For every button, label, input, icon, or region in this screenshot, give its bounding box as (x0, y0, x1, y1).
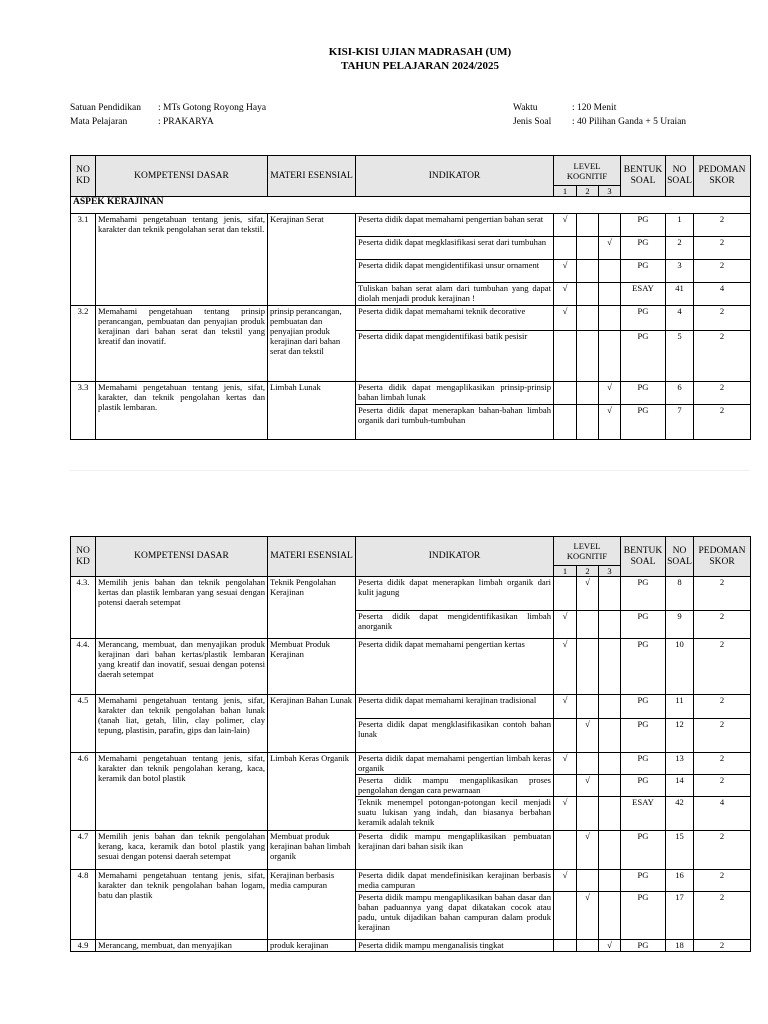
bentuk-soal-value: PG (621, 237, 666, 260)
bentuk-soal-value: PG (621, 719, 666, 753)
level-3-cell (599, 382, 621, 405)
indikator-text: Peserta didik dapat memahami pengertian bahan serat (356, 214, 554, 237)
header-no-kd: NO KD (71, 156, 96, 197)
check-mark-icon: √ (562, 870, 568, 880)
materi-esensial-text: Kerajinan berbasis media campuran (268, 870, 356, 940)
satuan-value: : MTs Gotong Royong Haya (158, 103, 267, 113)
table-row (71, 753, 751, 775)
bentuk-soal-value: PG (621, 753, 666, 775)
title-line-1: KISI-KISI UJIAN MADRASAH (UM) (328, 46, 512, 58)
satuan-label: Satuan Pendidikan (70, 103, 141, 113)
header-bentuk-soal: BENTUK SOAL (621, 537, 666, 577)
level-3-cell (599, 753, 621, 775)
bentuk-soal-value: PG (621, 775, 666, 797)
level-1-cell (554, 611, 577, 639)
indikator-text: Peserta didik dapat menerapkan limbah organik dari kulit jagung (356, 577, 554, 611)
no-soal-value: 17 (666, 892, 694, 940)
table-row (71, 306, 751, 331)
pedoman-skor-value: 2 (694, 577, 751, 611)
level-3-cell (599, 870, 621, 892)
check-mark-icon: √ (562, 283, 568, 293)
header-no-soal: NO SOAL (666, 537, 694, 577)
check-mark-icon: √ (562, 611, 568, 621)
level-1-cell (554, 775, 577, 797)
kd-number: 4.3. (71, 577, 96, 639)
level-1-cell (554, 306, 577, 331)
pedoman-skor-value: 2 (694, 237, 751, 260)
kisi-table-1 (70, 155, 751, 440)
level-2-cell (577, 611, 599, 639)
indikator-text: Peserta didik dapat memahami kerajinan tradisional (356, 695, 554, 719)
pedoman-skor-value: 2 (694, 695, 751, 719)
kd-number: 4.4. (71, 639, 96, 695)
indikator-text: Peserta didik dapat mengidentifikasikan limbah anorganik (356, 611, 554, 639)
header-level-1: 1 (554, 566, 577, 577)
level-1-cell (554, 940, 577, 952)
no-soal-value: 7 (666, 405, 694, 440)
no-soal-value: 8 (666, 577, 694, 611)
table-row (71, 940, 751, 952)
level-2-cell (577, 260, 599, 283)
pedoman-skor-value: 2 (694, 892, 751, 940)
header-pedoman-skor: PEDOMAN SKOR (694, 537, 751, 577)
level-3-cell (599, 719, 621, 753)
no-soal-value: 12 (666, 719, 694, 753)
header-level-kognitif: LEVEL KOGNITIF (554, 537, 621, 566)
header-materi-esensial: MATERI ESENSIAL (268, 156, 356, 197)
level-1-cell (554, 695, 577, 719)
level-3-cell (599, 237, 621, 260)
table-row (71, 639, 751, 695)
header-no-soal: NO SOAL (666, 156, 694, 197)
kd-number: 4.7 (71, 831, 96, 870)
check-mark-icon: √ (585, 577, 590, 587)
no-soal-value: 16 (666, 870, 694, 892)
bentuk-soal-value: PG (621, 695, 666, 719)
check-mark-icon: √ (562, 214, 568, 224)
header-level-2: 2 (577, 566, 599, 577)
no-soal-value: 41 (666, 283, 694, 306)
bentuk-soal-value: PG (621, 405, 666, 440)
bentuk-soal-value: ESAY (621, 797, 666, 831)
header-level-1: 1 (554, 186, 577, 197)
level-2-cell (577, 306, 599, 331)
indikator-text: Peserta didik dapat memahami teknik decorative (356, 306, 554, 331)
materi-esensial-text: Kerajinan Bahan Lunak (268, 695, 356, 753)
pedoman-skor-value: 2 (694, 775, 751, 797)
indikator-text: Peserta didik dapat mengaplikasikan prinsip-prinsip bahan limbah lunak (356, 382, 554, 405)
level-1-cell (554, 639, 577, 695)
level-3-cell (599, 214, 621, 237)
level-1-cell (554, 214, 577, 237)
pedoman-skor-value: 2 (694, 331, 751, 382)
no-soal-value: 1 (666, 214, 694, 237)
check-mark-icon: √ (562, 797, 568, 807)
pedoman-skor-value: 2 (694, 382, 751, 405)
no-soal-value: 2 (666, 237, 694, 260)
level-1-cell (554, 382, 577, 405)
table-row (71, 214, 751, 237)
level-3-cell (599, 892, 621, 940)
materi-esensial-text: Membuat Produk Kerajinan (268, 639, 356, 695)
bentuk-soal-value: PG (621, 611, 666, 639)
document-info (0, 101, 768, 131)
level-3-cell (599, 260, 621, 283)
waktu-label: Waktu (513, 103, 538, 113)
level-1-cell (554, 577, 577, 611)
kd-number: 4.9 (71, 940, 96, 952)
pedoman-skor-value: 2 (694, 306, 751, 331)
level-3-cell (599, 611, 621, 639)
waktu-value: : 120 Menit (572, 103, 617, 113)
level-1-cell (554, 870, 577, 892)
pedoman-skor-value: 2 (694, 639, 751, 695)
header-level-3: 3 (599, 566, 621, 577)
indikator-text: Peserta didik dapat memahami pengertian limbah keras organik (356, 753, 554, 775)
header-pedoman-skor: PEDOMAN SKOR (694, 156, 751, 197)
check-mark-icon: √ (562, 306, 568, 316)
level-3-cell (599, 405, 621, 440)
level-2-cell (577, 719, 599, 753)
bentuk-soal-value: PG (621, 831, 666, 870)
kompetensi-dasar-text: Memahami pengetahuan tentang prinsip perancangan, pembuatan dan penyajian produk kerajinan dari bahan serat dan tekstil yang kreatif dan inovatif. (96, 306, 268, 382)
no-soal-value: 42 (666, 797, 694, 831)
pedoman-skor-value: 2 (694, 719, 751, 753)
no-soal-value: 14 (666, 775, 694, 797)
level-3-cell (599, 306, 621, 331)
jenis-soal-label: Jenis Soal (513, 117, 552, 127)
materi-esensial-text: prinsip perancangan, pembuatan dan penyajian produk kerajinan dari bahan serat dan tekstil (268, 306, 356, 382)
header-level-3: 3 (599, 186, 621, 197)
header-indikator: INDIKATOR (356, 537, 554, 577)
no-soal-value: 18 (666, 940, 694, 952)
pedoman-skor-value: 2 (694, 831, 751, 870)
no-soal-value: 3 (666, 260, 694, 283)
level-3-cell (599, 577, 621, 611)
kd-number: 4.5 (71, 695, 96, 753)
materi-esensial-text: Limbah Keras Organik (268, 753, 356, 831)
level-1-cell (554, 405, 577, 440)
materi-esensial-text: produk kerajinan (268, 940, 356, 952)
no-soal-value: 10 (666, 639, 694, 695)
bentuk-soal-value: PG (621, 940, 666, 952)
materi-esensial-text: Membuat produk kerajinan bahan limbah organik (268, 831, 356, 870)
pedoman-skor-value: 2 (694, 611, 751, 639)
check-mark-icon: √ (585, 892, 590, 902)
level-2-cell (577, 283, 599, 306)
bentuk-soal-value: PG (621, 260, 666, 283)
check-mark-icon: √ (607, 237, 612, 247)
aspek-kerajinan-heading: ASPEK KERAJINAN (71, 197, 751, 214)
indikator-text: Peserta didik mampu menganalisis tingkat (356, 940, 554, 952)
bentuk-soal-value: ESAY (621, 283, 666, 306)
check-mark-icon: √ (562, 260, 568, 270)
kompetensi-dasar-text: Memahami pengetahuan tentang jenis, sifat, karakter dan teknik pengolahan bahan lunak (tanah liat, getah, lilin, clay polimer, clay tepung, plastisin, parafin, gips dan lain-lain) (96, 695, 268, 753)
kompetensi-dasar-text: Memilih jenis bahan dan teknik pengolahan kerang, kaca, keramik dan botol plastik yang sesuai dengan potensi daerah setempat (96, 831, 268, 870)
header-level-kognitif: LEVEL KOGNITIF (554, 156, 621, 186)
level-1-cell (554, 831, 577, 870)
kd-number: 3.3 (71, 382, 96, 440)
level-2-cell (577, 237, 599, 260)
level-3-cell (599, 797, 621, 831)
kompetensi-dasar-text: Memilih jenis bahan dan teknik pengolahan kertas dan plastik lembaran yang sesuai dengan potensi daerah setempat (96, 577, 268, 639)
level-2-cell (577, 639, 599, 695)
no-soal-value: 9 (666, 611, 694, 639)
pedoman-skor-value: 2 (694, 753, 751, 775)
level-3-cell (599, 831, 621, 870)
bentuk-soal-value: PG (621, 892, 666, 940)
pedoman-skor-value: 2 (694, 260, 751, 283)
kompetensi-dasar-text: Memahami pengetahuan tentang jenis, sifat, karakter dan teknik pengolahan kerang, kaca, keramik dan botol plastik (96, 753, 268, 831)
bentuk-soal-value: PG (621, 331, 666, 382)
table-row (71, 831, 751, 870)
mapel-label: Mata Pelajaran (70, 117, 128, 127)
level-2-cell (577, 405, 599, 440)
indikator-text: Peserta didik dapat menerapkan bahan-bahan limbah organik dari tumbuh-tumbuhan (356, 405, 554, 440)
kd-number: 4.6 (71, 753, 96, 831)
pedoman-skor-value: 2 (694, 405, 751, 440)
indikator-text: Peserta didik dapat mengklasifikasikan contoh bahan lunak (356, 719, 554, 753)
bentuk-soal-value: PG (621, 870, 666, 892)
no-soal-value: 15 (666, 831, 694, 870)
indikator-text: Teknik menempel potongan-potongan kecil menjadi suatu lukisan yang indah, dan biasanya berbahan keramik adalah teknik (356, 797, 554, 831)
no-soal-value: 6 (666, 382, 694, 405)
level-2-cell (577, 331, 599, 382)
check-mark-icon: √ (585, 831, 590, 841)
kisi-table-2 (70, 536, 751, 952)
level-3-cell (599, 331, 621, 382)
level-2-cell (577, 382, 599, 405)
check-mark-icon: √ (607, 405, 612, 415)
kompetensi-dasar-text: Merancang, membuat, dan menyajikan (96, 940, 268, 952)
bentuk-soal-value: PG (621, 639, 666, 695)
kd-number: 3.1 (71, 214, 96, 306)
jenis-soal-value: : 40 Pilihan Ganda + 5 Uraian (572, 117, 687, 127)
level-1-cell (554, 237, 577, 260)
level-1-cell (554, 719, 577, 753)
materi-esensial-text: Kerajinan Serat (268, 214, 356, 306)
check-mark-icon: √ (607, 382, 612, 392)
pedoman-skor-value: 2 (694, 940, 751, 952)
kompetensi-dasar-text: Memahami pengetahuan tentang jenis, sifat, karakter, dan teknik pengolahan kertas dan plastik lembaran. (96, 382, 268, 440)
level-2-cell (577, 831, 599, 870)
header-kompetensi-dasar: KOMPETENSI DASAR (96, 537, 268, 577)
header-bentuk-soal: BENTUK SOAL (621, 156, 666, 197)
level-2-cell (577, 892, 599, 940)
bentuk-soal-value: PG (621, 577, 666, 611)
level-2-cell (577, 870, 599, 892)
no-soal-value: 4 (666, 306, 694, 331)
kompetensi-dasar-text: Merancang, membuat, dan menyajikan produk kerajinan dari bahan kertas/plastik lembaran yang kreatif dan inovatif, sesuai dengan potensi daerah setempat (96, 639, 268, 695)
indikator-text: Peserta didik dapat megklasifikasi serat dari tumbuhan (356, 237, 554, 260)
table-row (71, 870, 751, 892)
kd-number: 3.2 (71, 306, 96, 382)
level-1-cell (554, 892, 577, 940)
header-indikator: INDIKATOR (356, 156, 554, 197)
level-3-cell (599, 775, 621, 797)
level-2-cell (577, 775, 599, 797)
indikator-text: Peserta didik mampu mengaplikasikan pembuatan kerajinan dari bahan sisik ikan (356, 831, 554, 870)
bentuk-soal-value: PG (621, 214, 666, 237)
kd-number: 4.8 (71, 870, 96, 940)
check-mark-icon: √ (585, 775, 590, 785)
level-2-cell (577, 797, 599, 831)
indikator-text: Peserta didik dapat memahami pengertian kertas (356, 639, 554, 695)
level-1-cell (554, 797, 577, 831)
level-1-cell (554, 260, 577, 283)
level-3-cell (599, 940, 621, 952)
page-divider (70, 470, 750, 471)
indikator-text: Peserta didik mampu mengaplikasikan bahan dasar dan bahan paduannya yang dapat dikatakan cocok atau padu, untuk dijadikan bahan campuran dalam produk kerajinan (356, 892, 554, 940)
check-mark-icon: √ (562, 639, 568, 649)
level-2-cell (577, 940, 599, 952)
materi-esensial-text: Teknik Pengolahan Kerajinan (268, 577, 356, 639)
level-2-cell (577, 695, 599, 719)
level-3-cell (599, 639, 621, 695)
header-materi-esensial: MATERI ESENSIAL (268, 537, 356, 577)
level-2-cell (577, 577, 599, 611)
bentuk-soal-value: PG (621, 306, 666, 331)
indikator-text: Tuliskan bahan serat alam dari tumbuhan yang dapat diolah menjadi produk kerajinan ! (356, 283, 554, 306)
level-2-cell (577, 753, 599, 775)
level-3-cell (599, 283, 621, 306)
pedoman-skor-value: 4 (694, 797, 751, 831)
header-level-2: 2 (577, 186, 599, 197)
check-mark-icon: √ (585, 719, 590, 729)
indikator-text: Peserta didik mampu mengaplikasikan proses pengolahan dengan cara pewarnaan (356, 775, 554, 797)
title-line-2: TAHUN PELAJARAN 2024/2025 (340, 60, 500, 72)
document-title (0, 45, 768, 73)
pedoman-skor-value: 2 (694, 214, 751, 237)
table-row (71, 382, 751, 405)
materi-esensial-text: Limbah Lunak (268, 382, 356, 440)
bentuk-soal-value: PG (621, 382, 666, 405)
mapel-value: : PRAKARYA (158, 117, 214, 127)
pedoman-skor-value: 2 (694, 870, 751, 892)
header-kompetensi-dasar: KOMPETENSI DASAR (96, 156, 268, 197)
indikator-text: Peserta didik dapat mengidentifikasi batik pesisir (356, 331, 554, 382)
kompetensi-dasar-text: Memahami pengetahuan tentang jenis, sifat, karakter dan teknik pengolahan bahan logam, batu dan plastik (96, 870, 268, 940)
indikator-text: Peserta didik dapat mendefinisikan kerajinan berbasis media campuran (356, 870, 554, 892)
no-soal-value: 5 (666, 331, 694, 382)
level-1-cell (554, 753, 577, 775)
header-no-kd: NO KD (71, 537, 96, 577)
level-1-cell (554, 283, 577, 306)
check-mark-icon: √ (562, 753, 568, 763)
check-mark-icon: √ (607, 940, 612, 950)
check-mark-icon: √ (562, 695, 568, 705)
level-3-cell (599, 695, 621, 719)
indikator-text: Peserta didik dapat mengidentifikasi unsur ornament (356, 260, 554, 283)
no-soal-value: 11 (666, 695, 694, 719)
kompetensi-dasar-text: Memahami pengetahuan tentang jenis, sifat, karakter dan teknik pengolahan serat dan tekstil. (96, 214, 268, 306)
level-2-cell (577, 214, 599, 237)
table-row (71, 577, 751, 611)
pedoman-skor-value: 4 (694, 283, 751, 306)
table-row (71, 695, 751, 719)
level-1-cell (554, 331, 577, 382)
no-soal-value: 13 (666, 753, 694, 775)
